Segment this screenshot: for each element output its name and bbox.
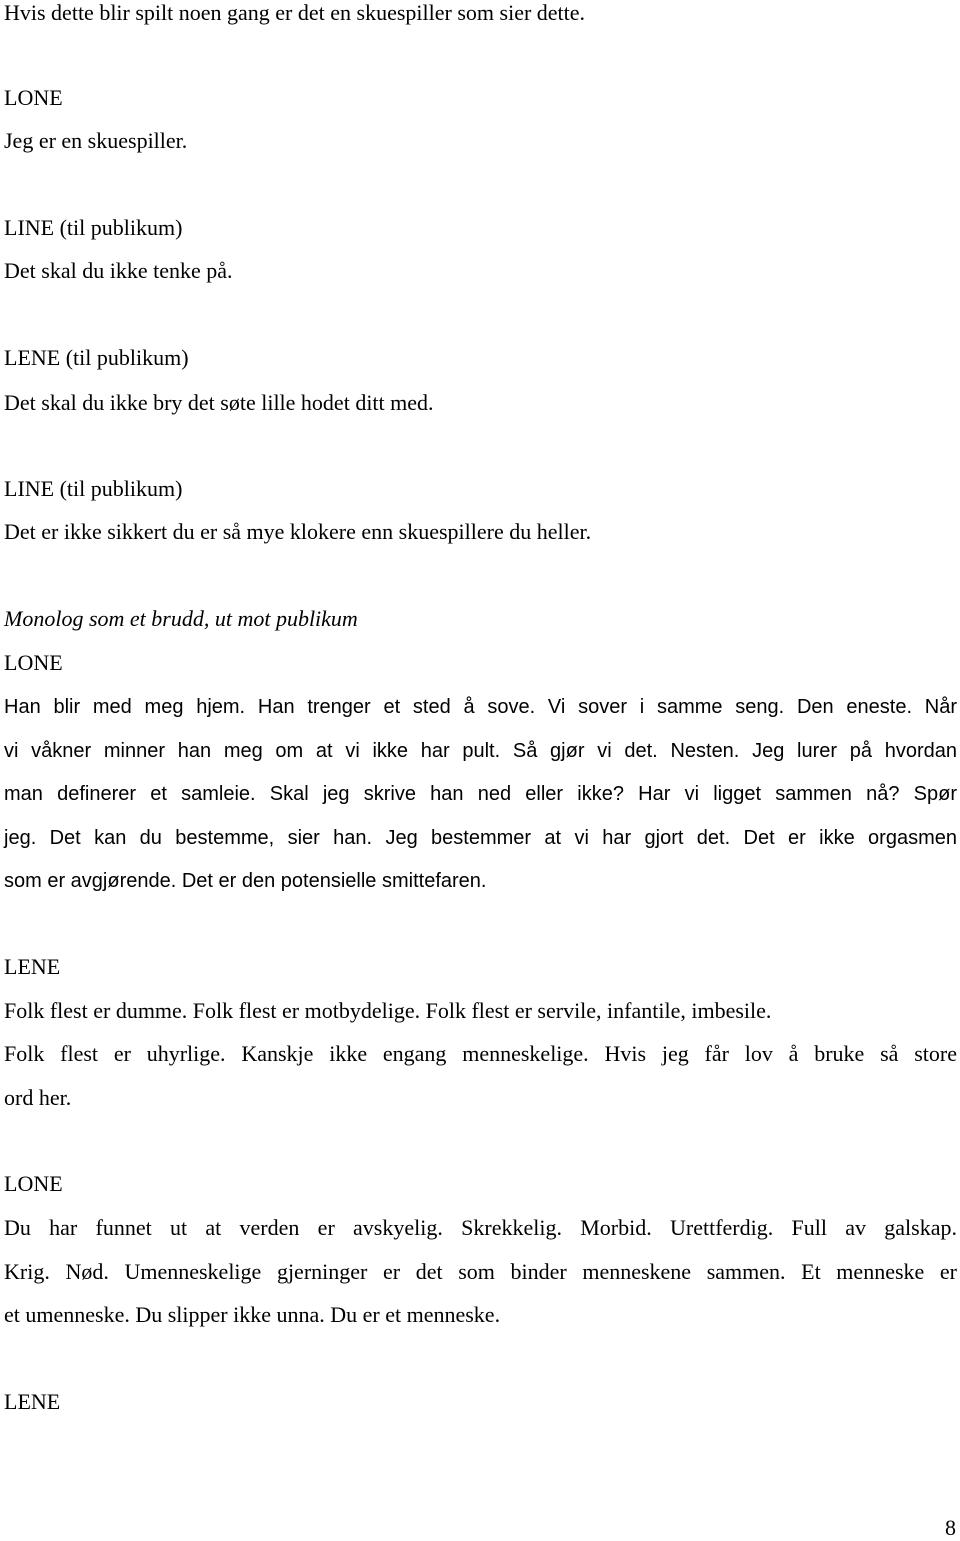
speaker-name: LONE xyxy=(4,85,63,110)
monologue-line: man definerer et samleie. Skal jeg skrive han ned eller ikke? Har vi ligget sammen nå? Spør xyxy=(4,783,957,805)
dialogue-line: Krig. Nød. Umenneskelige gjerninger er det som binder menneskene sammen. Et menneske er xyxy=(4,1259,957,1284)
dialogue-line: Du har funnet ut at verden er avskyelig. Skrekkelig. Morbid. Urettferdig. Full av galskap. xyxy=(4,1215,957,1240)
stage-direction: Monolog som et brudd, ut mot publikum xyxy=(4,606,358,631)
page-number: 8 xyxy=(945,1515,956,1540)
dialogue-line: Folk flest er dumme. Folk flest er motbydelige. Folk flest er servile, infantile, imbesile. xyxy=(4,998,772,1023)
speaker-name: LONE xyxy=(4,650,63,675)
opening-line: Hvis dette blir spilt noen gang er det en skuespiller som sier dette. xyxy=(4,0,586,25)
dialogue-line: ord her. xyxy=(4,1085,72,1110)
monologue-line: jeg. Det kan du bestemme, sier han. Jeg bestemmer at vi har gjort det. Det er ikke orgasmen xyxy=(4,827,957,849)
dialogue-line: et umenneske. Du slipper ikke unna. Du er et menneske. xyxy=(4,1302,501,1327)
speaker-name: LENE (til publikum) xyxy=(4,345,189,370)
dialogue-line: Folk flest er uhyrlige. Kanskje ikke engang menneskelige. Hvis jeg får lov å bruke så store xyxy=(4,1041,957,1066)
dialogue-line: Det skal du ikke tenke på. xyxy=(4,258,233,283)
dialogue-line: Det er ikke sikkert du er så mye klokere enn skuespillere du heller. xyxy=(4,519,592,544)
speaker-name: LINE (til publikum) xyxy=(4,215,183,240)
monologue-line: vi våkner minner han meg om at vi ikke har pult. Så gjør vi det. Nesten. Jeg lurer på hvordan xyxy=(4,740,957,762)
monologue-line: som er avgjørende. Det er den potensielle smittefaren. xyxy=(4,870,487,892)
monologue-line: Han blir med meg hjem. Han trenger et sted å sove. Vi sover i samme seng. Den eneste. Når xyxy=(4,696,957,718)
speaker-name: LENE xyxy=(4,954,61,979)
speaker-name: LENE xyxy=(4,1389,61,1414)
speaker-name: LINE (til publikum) xyxy=(4,476,183,501)
dialogue-line: Jeg er en skuespiller. xyxy=(4,128,188,153)
dialogue-line: Det skal du ikke bry det søte lille hodet ditt med. xyxy=(4,390,434,415)
speaker-name: LONE xyxy=(4,1171,63,1196)
